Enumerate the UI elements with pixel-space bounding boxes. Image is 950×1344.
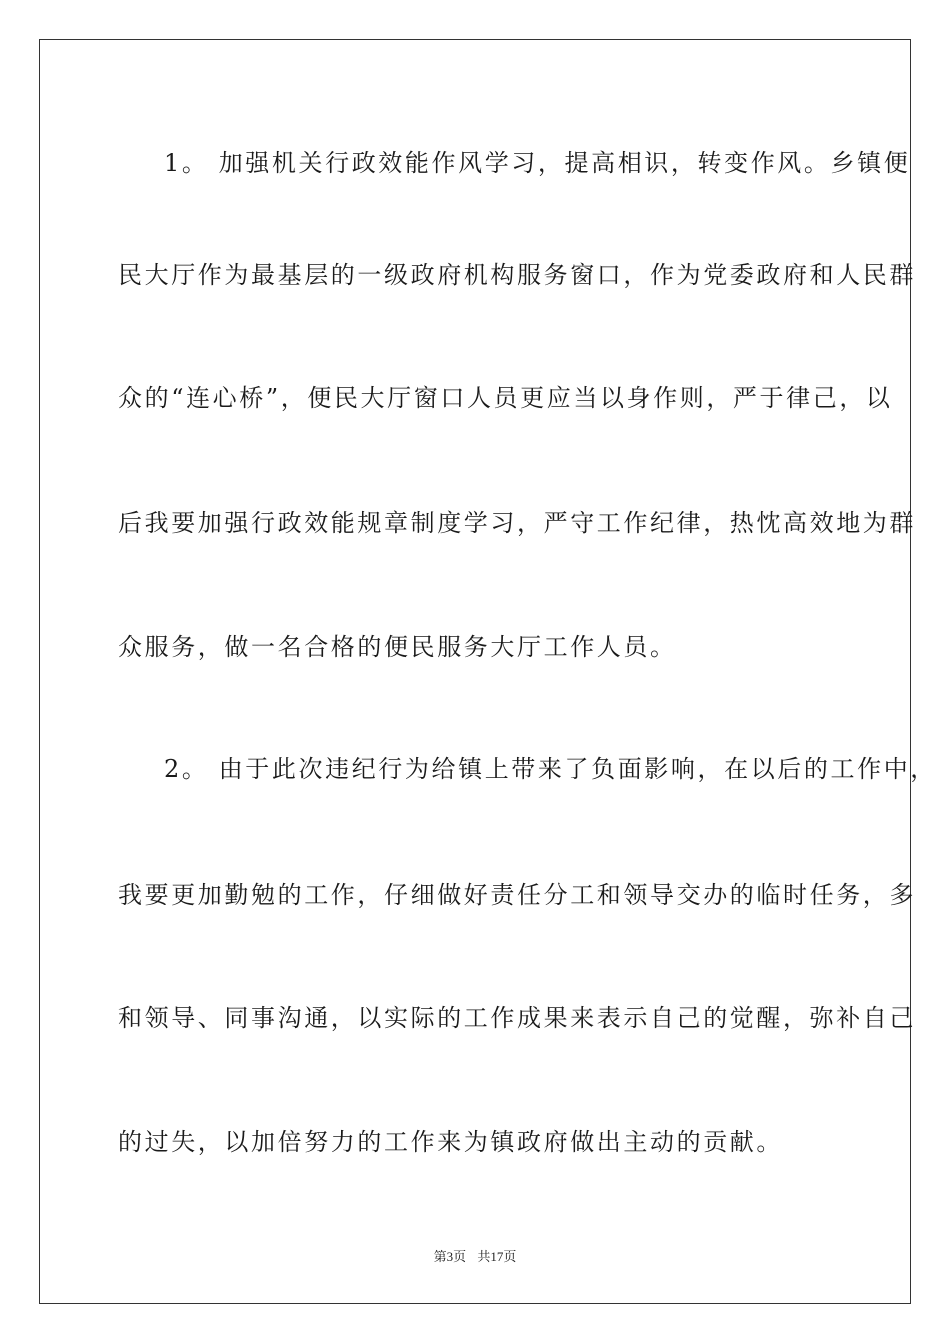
page-border [39, 39, 937, 1304]
text-line: 我要更加勤勉的工作，仔细做好责任分工和领导交办的临时任务，多 [118, 881, 916, 909]
page-number-total: 共17页 [477, 1249, 517, 1264]
text-line: 和领导、同事沟通，以实际的工作成果来表示自己的觉醒，弥补自己 [118, 1004, 916, 1032]
text-line: 1。 加强机关行政效能作风学习，提高相识，转变作风。乡镇便 [164, 149, 911, 177]
text-line: 民大厅作为最基层的一级政府机构服务窗口，作为党委政府和人民群 [118, 261, 916, 289]
text-line: 的过失，以加倍努力的工作来为镇政府做出主动的贡献。 [118, 1128, 783, 1156]
text-line: 众服务，做一名合格的便民服务大厅工作人员。 [118, 633, 677, 661]
page-number-current: 第3页 [433, 1249, 467, 1264]
text-line: 后我要加强行政效能规章制度学习，严守工作纪律，热忱高效地为群 [118, 509, 916, 537]
text-line: 2。 由于此次违纪行为给镇上带来了负面影响，在以后的工作中， [164, 755, 937, 783]
text-line: 众的“连心桥”，便民大厅窗口人员更应当以身作则，严于律己，以 [118, 384, 893, 412]
page-footer [40, 1246, 910, 1265]
